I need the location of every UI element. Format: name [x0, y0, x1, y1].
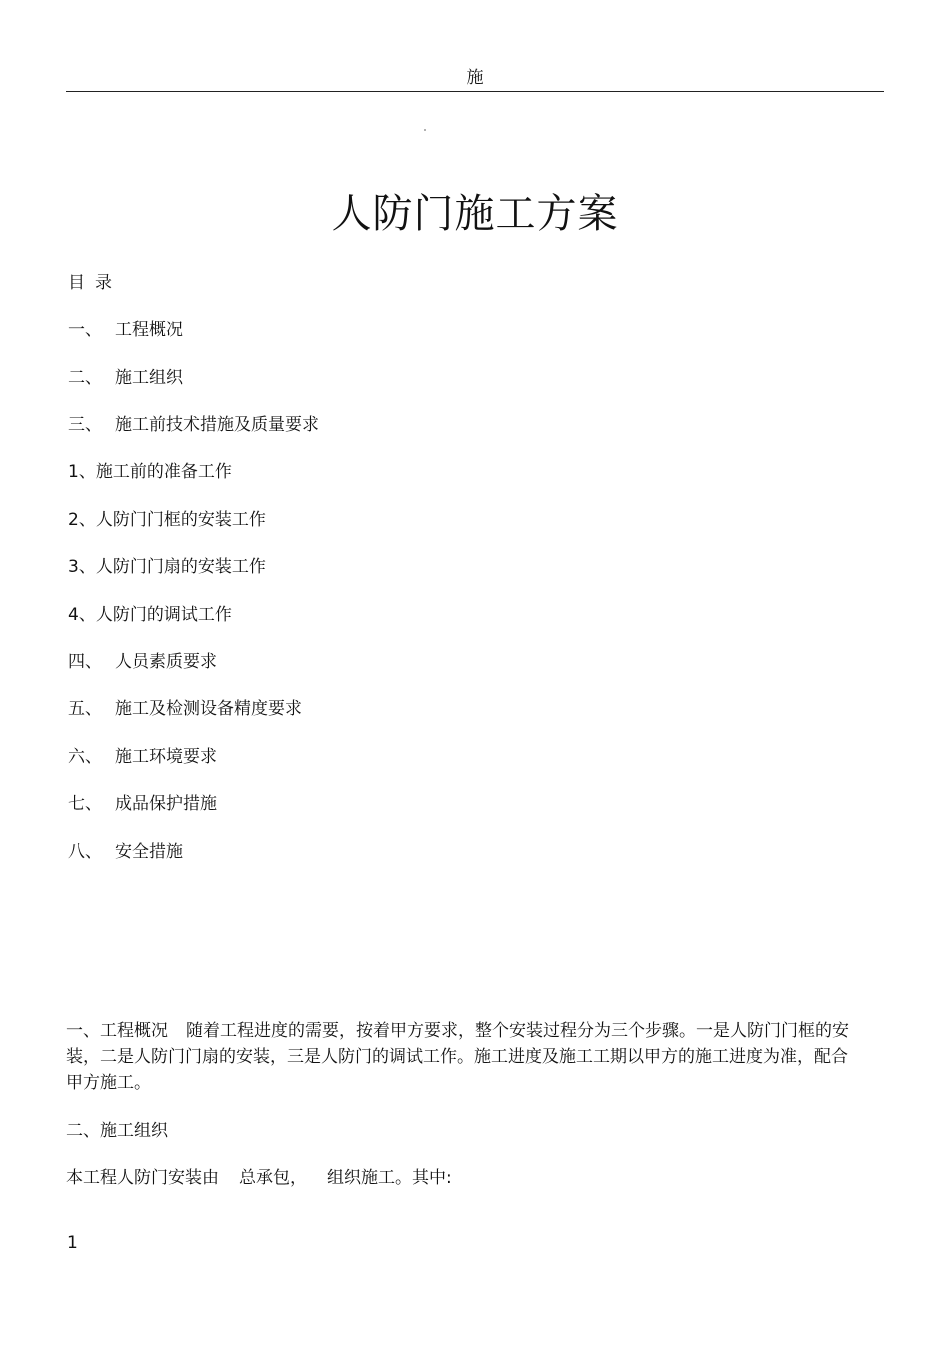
toc-heading — [68, 271, 112, 295]
toc-item-text: 安全措施 — [115, 842, 183, 862]
org-text-part2: 总承包， — [239, 1168, 307, 1188]
toc-item — [68, 792, 217, 816]
toc-item-text: 施工前的准备工作 — [95, 462, 232, 482]
toc-item-text: 人员素质要求 — [115, 652, 217, 672]
overview-label: 一、工程概况 — [66, 1021, 168, 1041]
page-number: 1 — [67, 1233, 78, 1253]
overview-paragraph — [66, 1018, 856, 1096]
running-header: 施 — [466, 68, 484, 88]
scan-speck — [424, 129, 426, 131]
toc-item — [68, 603, 232, 627]
toc-item-number: 3、 — [68, 557, 96, 577]
toc-item-text: 成品保护措施 — [115, 794, 217, 814]
toc-item-number: 三、 — [68, 415, 102, 435]
header-rule — [66, 91, 884, 92]
organization-paragraph — [66, 1165, 856, 1191]
toc-item-number: 4、 — [68, 605, 96, 625]
toc-item — [68, 508, 266, 532]
toc-item-text: 人防门的调试工作 — [95, 605, 232, 625]
toc-item-number: 一、 — [68, 320, 102, 340]
toc-item-text: 施工组织 — [115, 368, 183, 388]
toc-item — [68, 318, 183, 342]
toc-item-text: 施工及检测设备精度要求 — [115, 699, 302, 719]
toc-item — [68, 460, 232, 484]
toc-item-number: 2、 — [68, 510, 96, 530]
toc-item-number: 四、 — [68, 652, 102, 672]
toc-heading-part-b: 录 — [95, 273, 112, 293]
toc-item — [68, 840, 183, 864]
toc-item-number: 六、 — [68, 747, 102, 767]
toc-item-number: 二、 — [68, 368, 102, 388]
org-text-part1: 本工程人防门安装由 — [66, 1168, 219, 1188]
toc-item — [68, 745, 217, 769]
toc-item — [68, 650, 217, 674]
toc-item-number: 1、 — [68, 462, 96, 482]
toc-item-text: 人防门门扇的安装工作 — [95, 557, 266, 577]
toc-item-text: 工程概况 — [115, 320, 183, 340]
toc-heading-part-a: 目 — [68, 273, 85, 293]
toc-item-text: 人防门门框的安装工作 — [95, 510, 266, 530]
toc-item — [68, 366, 183, 390]
toc-item — [68, 413, 319, 437]
overview-text: 随着工程进度的需要，按着甲方要求，整个安装过程分为三个步骤。一是人防门门框的安装，二是人防门门扇的安装，三是人防门的调试工作。施工进度及施工工期以甲方的施工进度为准，配合甲方施工。 — [66, 1021, 849, 1093]
toc-item-number: 五、 — [68, 699, 102, 719]
organization-heading: 二、施工组织 — [66, 1121, 168, 1141]
toc-item — [68, 697, 302, 721]
toc-item-text: 施工环境要求 — [115, 747, 217, 767]
toc-item-number: 八、 — [68, 842, 102, 862]
toc-item-number: 七、 — [68, 794, 102, 814]
document-title: 人防门施工方案 — [331, 191, 619, 237]
toc-item-text: 施工前技术措施及质量要求 — [115, 415, 319, 435]
org-text-part3: 组织施工。其中: — [327, 1168, 452, 1188]
toc-item — [68, 555, 266, 579]
